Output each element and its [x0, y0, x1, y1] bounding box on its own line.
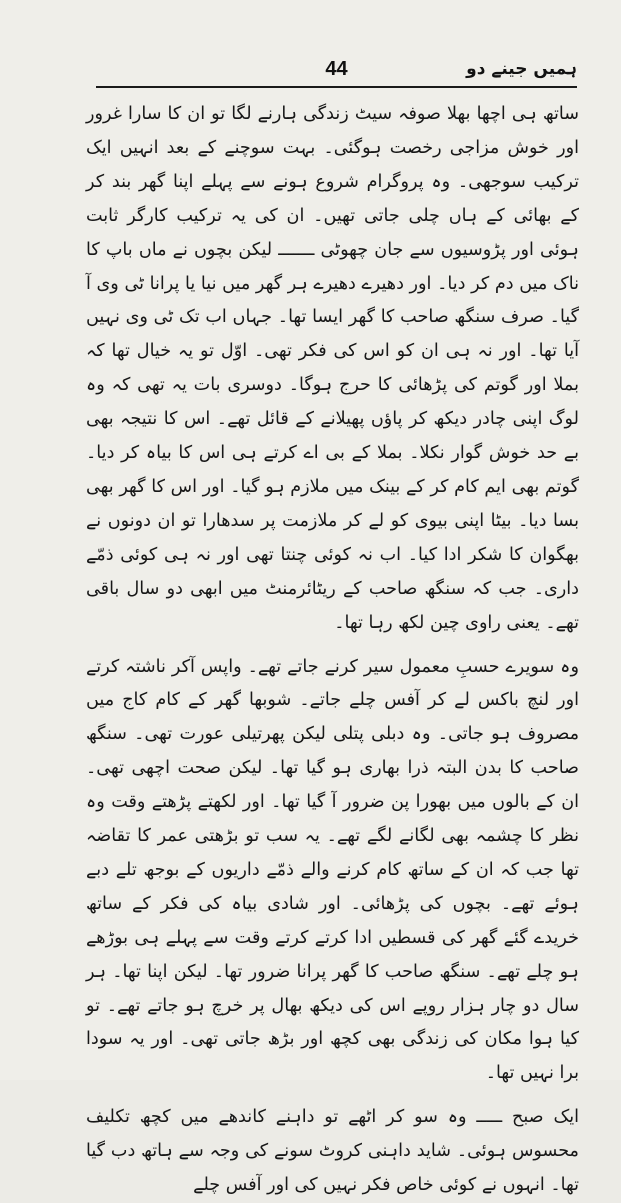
page-number: 44	[325, 58, 348, 80]
header-divider	[96, 86, 577, 88]
paragraph: ایک صبح ـــــ وہ سو کر اٹھے تو داہنے کاندھے میں کچھ تکلیف محسوس ہوئی۔ شاید داہنی کروٹ سونے کی وجہ سے ہاتھ دب گیا تھا۔ انہوں نے کوئی خاص فکر نہیں کی اور آفس چلے	[86, 1107, 579, 1196]
body-text	[86, 98, 579, 1196]
paragraph: وہ سویرے حسبِ معمول سیر کرنے جاتے تھے۔ واپس آکر ناشتہ کرتے اور لنچ باکس لے کر آفس چلے جاتے۔ شوبھا گھر کے کام کاج میں مصروف ہو جاتی۔ وہ دبلی پتلی لیکن پھرتیلی عورت تھی۔ سنگھ صاحب کا بدن البتہ ذرا بھاری ہو گیا تھا۔ لیکن صحت اچھی تھی۔ ان کے بالوں میں بھورا پن ضرور آ گیا تھا۔ اور لکھتے پڑھتے وقت وہ نظر کا چشمہ بھی لگانے لگے تھے۔ یہ سب تو بڑھتی عمر کا تقاضہ تھا جب کہ ان کے ساتھ کام کرنے والے ذمّے داریوں کے بوجھ تلے دبے ہوئے تھے۔ بچوں کی پڑھائی۔ اور شادی بیاہ کی فکر کے ساتھ خریدے گئے گھر کی قسطیں ادا کرتے کرتے وقت سے پہلے ہی بوڑھے ہو چلے تھے۔ سنگھ صاحب کا گھر پرانا ضرور تھا۔ لیکن اپنا تھا۔ ہر سال دو چار ہزار روپے اس کی دیکھ بھال پر خرچ ہو جاتے تھے۔ تو کیا ہوا مکان کی زندگی بھی کچھ اور بڑھ جاتی تھی۔ اور یہ سودا برا نہیں تھا۔	[86, 656, 579, 1084]
paragraph: ساتھ ہی اچھا بھلا صوفہ سیٹ زندگی ہارنے لگا تو ان کا سارا غرور اور خوش مزاجی رخصت ہوگئی۔ بہت سوچنے کے بعد انہیں ایک ترکیب سوجھی۔ وہ پروگرام شروع ہونے سے پہلے اپنا گھر بند کر کے بھائی کے ہاں چلی جاتی تھیں۔ ان کی یہ ترکیب کارگر ثابت ہوئی اور پڑوسیوں سے جان چھوٹی ـــــــ لیکن بچوں نے ماں باپ کا ناک میں دم کر دیا۔ اور دھیرے دھیرے ہر گھر میں نیا یا پرانا ٹی وی آ گیا۔ صرف سنگھ صاحب کا گھر ایسا تھا۔ جہاں اب تک ٹی وی نہیں آیا تھا۔ اور نہ ہی ان کو اس کی فکر تھی۔ اوّل تو یہ خیال تھا کہ بملا اور گوتم کی پڑھائی کا حرج ہوگا۔ دوسری بات یہ تھی کہ وہ لوگ اپنی چادر دیکھ کر پاؤں پھیلانے کے قائل تھے۔ اس کا نتیجہ بھی بے حد خوش گوار نکلا۔ بملا کے بی اے کرتے ہی اس کا بیاہ کر دیا۔ گوتم بھی ایم کام کر کے بینک میں ملازم ہو گیا۔ اور اس کا گھر بھی بسا دیا۔ بیٹا اپنی بیوی کو لے کر ملازمت پر سدھارا تو ان دونوں نے بھگوان کا شکر ادا کیا۔ اب نہ کوئی چنتا تھی اور نہ ہی کوئی ذمّے داری۔ جب کہ سنگھ صاحب کے ریٹائرمنٹ میں ابھی دو سال باقی تھے۔ یعنی راوی چین لکھ رہا تھا۔	[86, 104, 579, 633]
book-title: ہمیں جینے دو	[466, 59, 577, 79]
page-header	[96, 56, 577, 88]
